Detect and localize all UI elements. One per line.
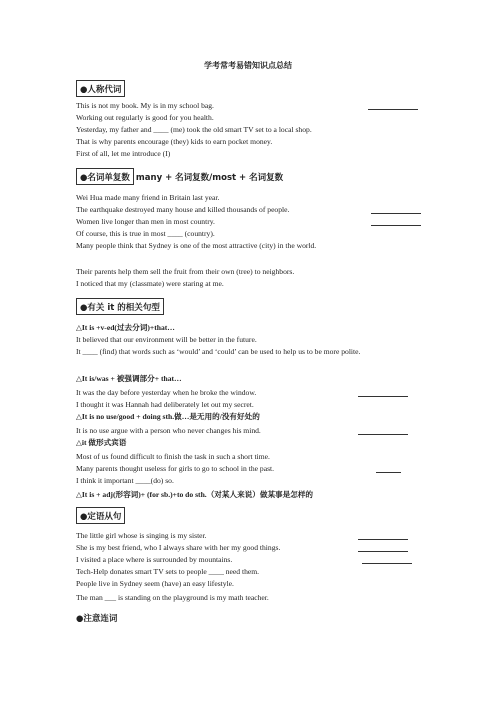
sentence: It ____ (find) that words such as ‘would’ and ‘could’ can be used to help us to be more polite. bbox=[76, 347, 361, 356]
section-suffix: many + 名词复数/most + 名词复数 bbox=[135, 173, 284, 183]
answer-blank bbox=[368, 109, 418, 110]
sentence: I noticed that my (classmate) were staring at me. bbox=[76, 279, 224, 288]
answer-blank bbox=[358, 551, 408, 552]
sentence: The little girl whose is singing is my sister. bbox=[76, 531, 207, 540]
pattern-heading: △it 做形式宾语 bbox=[76, 438, 127, 447]
sentence: I visited a place where is surrounded by mountains. bbox=[76, 555, 233, 564]
sentence: Their parents help them sell the fruit from their own (tree) to neighbors. bbox=[76, 267, 295, 276]
sentence: Yesterday, my father and ____ (me) took the old smart TV set to a local shop. bbox=[76, 125, 312, 134]
sentence: Tech-Help donates smart TV sets to people ____ need them. bbox=[76, 567, 260, 576]
sentence: I thought it was Hannah had deliberately let out my secret. bbox=[76, 400, 254, 409]
section-label: ●人称代词 bbox=[76, 80, 125, 97]
sentence: She is my best friend, who I always share with her my good things. bbox=[76, 543, 281, 552]
pattern-heading: △It is + adj(形容词)+ (for sb.)+to do sth.（对某人来说）做某事是怎样的 bbox=[76, 490, 314, 499]
pattern-heading: △It is +v-ed(过去分词)+that… bbox=[76, 323, 175, 332]
section-header-it-patterns bbox=[76, 298, 164, 313]
sentence: People live in Sydney seem (have) an easy lifestyle. bbox=[76, 579, 234, 588]
answer-blank bbox=[358, 539, 408, 540]
sentence: Working out regularly is good for you health. bbox=[76, 113, 214, 122]
sentence: It believed that our environment will be better in the future. bbox=[76, 335, 257, 344]
sentence: It was the day before yesterday when he broke the window. bbox=[76, 388, 257, 397]
section-label: ●有关 it 的相关句型 bbox=[76, 298, 164, 315]
sentence: Many parents thought useless for girls to go to school in the past. bbox=[76, 464, 275, 473]
answer-blank bbox=[371, 213, 421, 214]
sentence: I think it important ____(do) so. bbox=[76, 476, 174, 485]
section-label: ●注意连词 bbox=[76, 614, 118, 624]
sentence: The earthquake destroyed many house and killed thousands of people. bbox=[76, 205, 290, 214]
pattern-heading: △It is/was + 被强调部分+ that… bbox=[76, 374, 182, 383]
sentence: The man ___ is standing on the playground is my math teacher. bbox=[76, 593, 269, 602]
answer-blank bbox=[362, 563, 412, 564]
sentence: Many people think that Sydney is one of the most attractive (city) in the world. bbox=[76, 241, 317, 250]
pattern-heading: △It is no use/good + doing sth.做…是无用的/没有好处的 bbox=[76, 412, 260, 421]
sentence: That is why parents encourage (they) kids to earn pocket money. bbox=[76, 137, 273, 146]
sentence: Women live longer than men in most country. bbox=[76, 217, 215, 226]
answer-blank bbox=[358, 396, 408, 397]
section-header-relative-clauses bbox=[76, 507, 125, 522]
answer-blank bbox=[371, 225, 421, 226]
section-label: ●定语从句 bbox=[76, 507, 125, 524]
sentence: Most of us found difficult to finish the task in such a short time. bbox=[76, 452, 270, 461]
sentence: This is not my book. My is in my school bag. bbox=[76, 101, 214, 110]
section-header-pronouns bbox=[76, 80, 125, 95]
sentence: It is no use argue with a person who never changes his mind. bbox=[76, 426, 261, 435]
sentence: First of all, let me introduce (I) bbox=[76, 149, 171, 158]
answer-blank bbox=[358, 434, 408, 435]
sentence: Wei Hua made many friend in Britain last year. bbox=[76, 193, 220, 202]
document-title: 学考常考易错知识点总结 bbox=[204, 61, 292, 70]
section-label: ●名词单复数 bbox=[76, 168, 134, 185]
sentence: Of course, this is true in most ____ (country). bbox=[76, 229, 215, 238]
answer-blank bbox=[376, 472, 401, 473]
section-header-nouns bbox=[76, 168, 283, 183]
section-header-conjunctions bbox=[76, 612, 117, 627]
